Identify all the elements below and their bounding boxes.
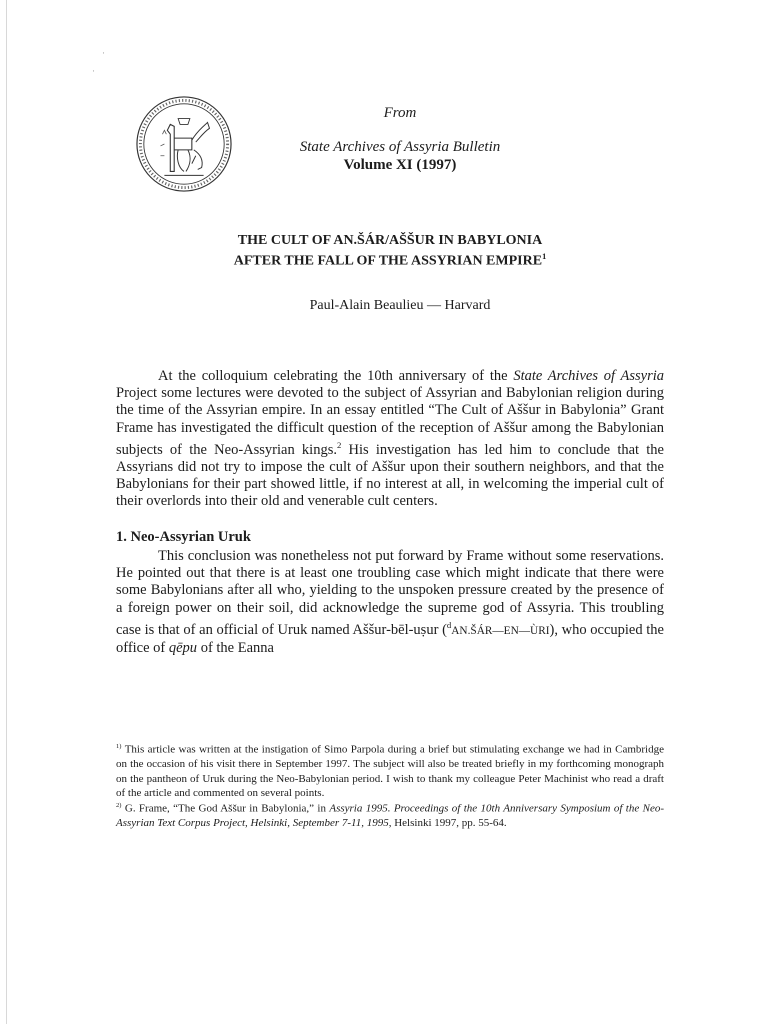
- footnote-marker: 2): [116, 802, 122, 809]
- footnote-text: This article was written at the instigation of Simo Parpola during a brief but stimulating exchange we had in Cambridge on the occasion of his visit there in September 1997. The subject will also be treated briefly in my forthcoming monograph on the pantheon of Uruk during the Neo-Babylonian period. I wish to thank my colleague Peter Machinist who read a draft of the article and commented on several points.: [116, 743, 664, 800]
- footnote-text: G. Frame, “The God Aššur in Babylonia,” in: [121, 802, 330, 815]
- article-title-line-2: [130, 248, 650, 270]
- journal-name: State Archives of Assyria Bulletin: [299, 139, 501, 155]
- determinative: d: [446, 619, 452, 630]
- footnote-2: [116, 799, 664, 831]
- paragraph-uruk: [116, 548, 664, 657]
- section-heading: 1. Neo-Assyrian Uruk: [116, 529, 251, 545]
- footnote-text-italic: Assyria 1995. Proceedings of the 10th Anniversary Symposium of the Neo-Assyrian Text Corpus Project, Helsinki, September 7-11, 1995: [116, 802, 664, 830]
- footnote-text: , Helsinki 1997, pp. 55-64.: [388, 817, 507, 830]
- header-from: From: [383, 105, 417, 121]
- seal-logo: [135, 95, 233, 193]
- text-run: Project some lectures were devoted to the subject of Assyrian and Babylonian religion during the time of the Assyrian empire. In an essay entitled “The Cult of Aššur in Babylonia” Grant Frame has investigated the difficult question of the reception of Aššur among the Babylonian subjects of the Neo-Assyrian kings.: [116, 385, 664, 458]
- footnote-ref-2: 2: [336, 439, 342, 450]
- journal-volume: Volume XI (1997): [343, 157, 457, 173]
- text-run: This conclusion was nonetheless not put forward by Frame without some reservations. He pointed out that there is at least one troubling case which might indicate that there were some Babylonians after all who, yielding to the unspoken pressure created by the presence of a foreign power on their soil, did acknowledge the supreme god of Assyria. This troubling case is that of an official of Uruk named Aššur-bēl-uṣur (: [116, 548, 664, 638]
- author-line: Paul-Alain Beaulieu — Harvard: [309, 298, 491, 313]
- text-run-italic: qēpu: [168, 639, 198, 656]
- article-title-text: AFTER THE FALL OF THE ASSYRIAN EMPIRE: [233, 253, 543, 269]
- text-run: of the Eanna: [197, 639, 274, 656]
- scan-speck: ·: [102, 48, 105, 58]
- text-run: His investigation has led him to conclude that the Assyrians did not try to impose the cult of Aššur upon their southern neighbors, and that the Babylonians for their part showed little, if no interest at all, in welcoming the imperial cult of their overlords into their old and venerable cult centers.: [116, 441, 664, 510]
- scan-speck: ·: [92, 66, 95, 76]
- page-edge-rule: [6, 0, 7, 1024]
- footnote-marker: 1): [116, 743, 122, 750]
- text-run: ), who occupied the office of: [116, 621, 664, 656]
- article-title-line-1: THE CULT OF AN.ŠÁR/AŠŠUR IN BABYLONIA: [237, 233, 543, 248]
- paragraph-intro: [116, 368, 664, 510]
- cuneiform-transliteration: AN.ŠÁR—EN—ÙRI: [451, 624, 550, 637]
- text-run-italic: State Archives of Assyria: [513, 368, 664, 384]
- footnote-ref-1: 1: [542, 252, 547, 261]
- footnote-1: [116, 740, 664, 801]
- text-run: At the colloquium celebrating the 10th anniversary of the: [158, 368, 514, 384]
